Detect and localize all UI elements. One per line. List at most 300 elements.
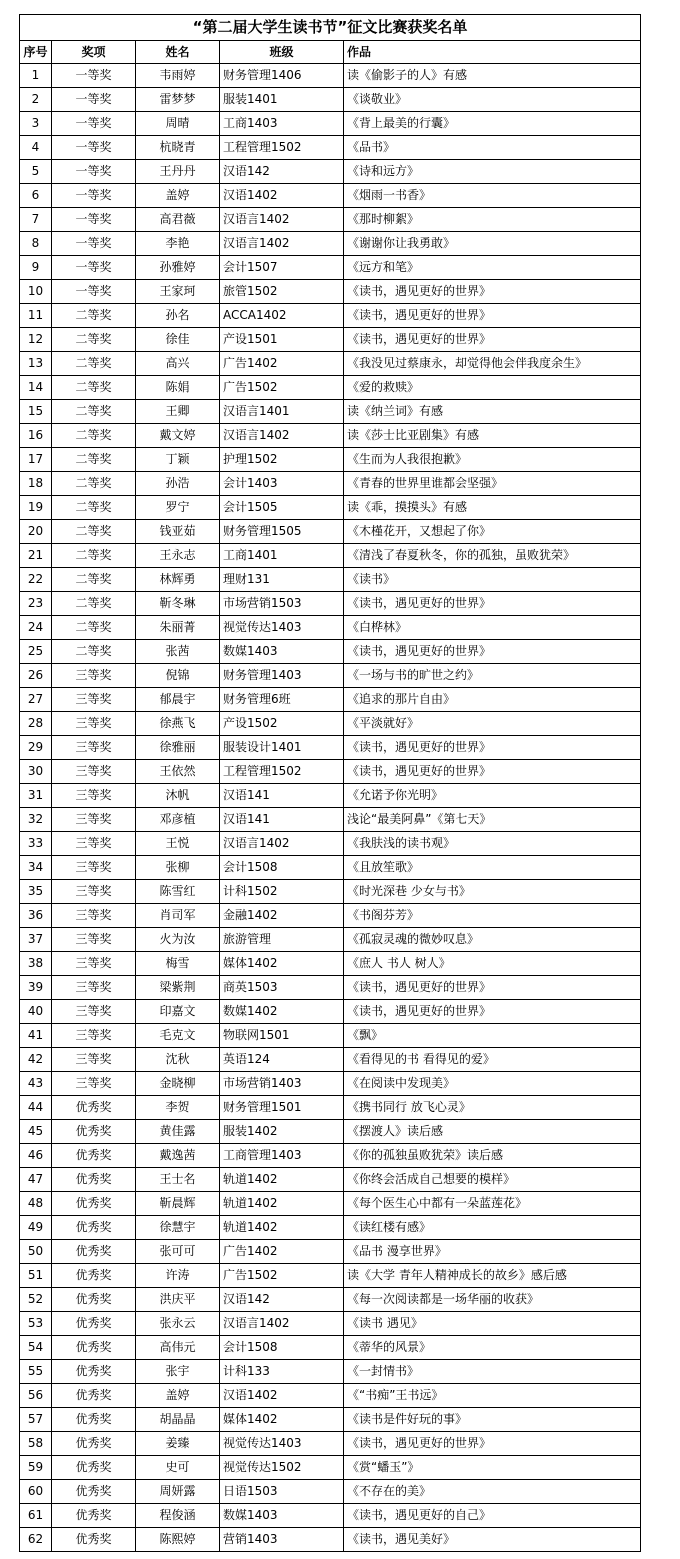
award-cell: 一等奖: [52, 64, 136, 88]
class-cell: 财务管理1406: [220, 64, 344, 88]
class-cell: 护理1502: [220, 448, 344, 472]
name-cell: 徐慧宇: [136, 1216, 220, 1240]
class-cell: 汉语142: [220, 1288, 344, 1312]
header-award: 奖项: [52, 41, 136, 64]
class-cell: 市场营销1403: [220, 1072, 344, 1096]
work-cell: 《谈敬业》: [344, 88, 641, 112]
name-cell: 王依然: [136, 760, 220, 784]
table-row: [20, 616, 641, 640]
award-cell: 优秀奖: [52, 1456, 136, 1480]
name-cell: 徐佳: [136, 328, 220, 352]
award-cell: 一等奖: [52, 136, 136, 160]
row-number-cell: 21: [20, 544, 52, 568]
award-cell: 一等奖: [52, 160, 136, 184]
work-cell: 《携书同行 放飞心灵》: [344, 1096, 641, 1120]
row-number-cell: 52: [20, 1288, 52, 1312]
award-cell: 三等奖: [52, 952, 136, 976]
name-cell: 韦雨婷: [136, 64, 220, 88]
name-cell: 靳晨辉: [136, 1192, 220, 1216]
name-cell: 史可: [136, 1456, 220, 1480]
work-cell: 《读红楼有感》: [344, 1216, 641, 1240]
award-cell: 三等奖: [52, 736, 136, 760]
table-row: [20, 712, 641, 736]
award-cell: 优秀奖: [52, 1336, 136, 1360]
class-cell: 财务管理1501: [220, 1096, 344, 1120]
award-cell: 优秀奖: [52, 1432, 136, 1456]
table-row: [20, 904, 641, 928]
work-cell: 读《莎士比亚剧集》有感: [344, 424, 641, 448]
award-cell: 优秀奖: [52, 1168, 136, 1192]
table-row: [20, 1024, 641, 1048]
table-row: [20, 1336, 641, 1360]
award-cell: 三等奖: [52, 808, 136, 832]
work-cell: 《一场与书的旷世之约》: [344, 664, 641, 688]
award-cell: 二等奖: [52, 448, 136, 472]
award-cell: 三等奖: [52, 688, 136, 712]
class-cell: 工商1403: [220, 112, 344, 136]
award-cell: 优秀奖: [52, 1120, 136, 1144]
class-cell: 财务管理6班: [220, 688, 344, 712]
table-row: [20, 640, 641, 664]
table-row: [20, 136, 641, 160]
class-cell: 产设1502: [220, 712, 344, 736]
work-cell: 《读书 遇见》: [344, 1312, 641, 1336]
class-cell: 理财131: [220, 568, 344, 592]
class-cell: 服装1401: [220, 88, 344, 112]
name-cell: 高伟元: [136, 1336, 220, 1360]
work-cell: 《平淡就好》: [344, 712, 641, 736]
name-cell: 孙名: [136, 304, 220, 328]
name-cell: 高君薇: [136, 208, 220, 232]
work-cell: 《白桦林》: [344, 616, 641, 640]
table-row: [20, 1144, 641, 1168]
work-cell: 《允诺予你光明》: [344, 784, 641, 808]
table-row: [20, 1408, 641, 1432]
row-number-cell: 19: [20, 496, 52, 520]
work-cell: 《烟雨一书香》: [344, 184, 641, 208]
class-cell: 媒体1402: [220, 952, 344, 976]
row-number-cell: 30: [20, 760, 52, 784]
name-cell: 张宇: [136, 1360, 220, 1384]
award-cell: 一等奖: [52, 184, 136, 208]
work-cell: 《生而为人我很抱歉》: [344, 448, 641, 472]
work-cell: 《读书，遇见美好》: [344, 1528, 641, 1552]
award-cell: 优秀奖: [52, 1408, 136, 1432]
name-cell: 梁紫荆: [136, 976, 220, 1000]
row-number-cell: 22: [20, 568, 52, 592]
row-number-cell: 11: [20, 304, 52, 328]
table-row: [20, 880, 641, 904]
row-number-cell: 3: [20, 112, 52, 136]
row-number-cell: 38: [20, 952, 52, 976]
award-cell: 二等奖: [52, 496, 136, 520]
award-cell: 三等奖: [52, 856, 136, 880]
row-number-cell: 34: [20, 856, 52, 880]
name-cell: 胡晶晶: [136, 1408, 220, 1432]
row-number-cell: 7: [20, 208, 52, 232]
work-cell: 《背上最美的行囊》: [344, 112, 641, 136]
award-cell: 三等奖: [52, 760, 136, 784]
work-cell: 《你的孤独虽败犹荣》读后感: [344, 1144, 641, 1168]
table-row: [20, 688, 641, 712]
table-row: [20, 184, 641, 208]
header-no: 序号: [20, 41, 52, 64]
row-number-cell: 24: [20, 616, 52, 640]
name-cell: 朱丽菁: [136, 616, 220, 640]
row-number-cell: 32: [20, 808, 52, 832]
row-number-cell: 44: [20, 1096, 52, 1120]
class-cell: 汉语言1402: [220, 832, 344, 856]
award-cell: 三等奖: [52, 976, 136, 1000]
award-cell: 一等奖: [52, 112, 136, 136]
work-cell: 《你终会活成自己想要的模样》: [344, 1168, 641, 1192]
name-cell: 许涛: [136, 1264, 220, 1288]
name-cell: 邓彦植: [136, 808, 220, 832]
class-cell: 汉语言1402: [220, 208, 344, 232]
table-row: [20, 88, 641, 112]
table-body: [20, 64, 641, 1552]
award-cell: 三等奖: [52, 712, 136, 736]
class-cell: 会计1505: [220, 496, 344, 520]
name-cell: 王永志: [136, 544, 220, 568]
work-cell: 《读书，遇见更好的世界》: [344, 328, 641, 352]
name-cell: 印嘉文: [136, 1000, 220, 1024]
class-cell: 视觉传达1502: [220, 1456, 344, 1480]
work-cell: 《读书》: [344, 568, 641, 592]
class-cell: 视觉传达1403: [220, 616, 344, 640]
work-cell: 《“书痴”王书远》: [344, 1384, 641, 1408]
table-row: [20, 424, 641, 448]
class-cell: 视觉传达1403: [220, 1432, 344, 1456]
row-number-cell: 36: [20, 904, 52, 928]
table-row: [20, 1264, 641, 1288]
award-cell: 优秀奖: [52, 1360, 136, 1384]
work-cell: 《且放笙歌》: [344, 856, 641, 880]
table-row: [20, 472, 641, 496]
work-cell: 读《纳兰词》有感: [344, 400, 641, 424]
name-cell: 戴逸茜: [136, 1144, 220, 1168]
work-cell: 《诗和远方》: [344, 160, 641, 184]
table-row: [20, 1120, 641, 1144]
row-number-cell: 6: [20, 184, 52, 208]
award-list-table: [19, 14, 641, 1552]
work-cell: 《读书，遇见更好的世界》: [344, 760, 641, 784]
class-cell: 计科1502: [220, 880, 344, 904]
table-row: [20, 160, 641, 184]
name-cell: 程俊涵: [136, 1504, 220, 1528]
row-number-cell: 4: [20, 136, 52, 160]
work-cell: 《品书 漫享世界》: [344, 1240, 641, 1264]
row-number-cell: 20: [20, 520, 52, 544]
table-row: [20, 208, 641, 232]
work-cell: 读《偷影子的人》有感: [344, 64, 641, 88]
award-cell: 优秀奖: [52, 1192, 136, 1216]
table-row: [20, 1504, 641, 1528]
name-cell: 孙雅婷: [136, 256, 220, 280]
class-cell: 英语124: [220, 1048, 344, 1072]
table-row: [20, 664, 641, 688]
award-cell: 二等奖: [52, 304, 136, 328]
work-cell: 《每一次阅读都是一场华丽的收获》: [344, 1288, 641, 1312]
class-cell: 服装1402: [220, 1120, 344, 1144]
work-cell: 《谢谢你让我勇敢》: [344, 232, 641, 256]
table-row: [20, 1216, 641, 1240]
work-cell: 《读书，遇见更好的世界》: [344, 640, 641, 664]
table-row: [20, 592, 641, 616]
award-cell: 二等奖: [52, 640, 136, 664]
table-row: [20, 1384, 641, 1408]
work-cell: 《庶人 书人 树人》: [344, 952, 641, 976]
table-row: [20, 1096, 641, 1120]
award-cell: 三等奖: [52, 928, 136, 952]
award-cell: 三等奖: [52, 880, 136, 904]
name-cell: 盖婷: [136, 184, 220, 208]
class-cell: 数媒1403: [220, 640, 344, 664]
name-cell: 王卿: [136, 400, 220, 424]
table-row: [20, 568, 641, 592]
class-cell: 营销1403: [220, 1528, 344, 1552]
table-row: [20, 856, 641, 880]
row-number-cell: 29: [20, 736, 52, 760]
row-number-cell: 46: [20, 1144, 52, 1168]
table-row: [20, 1240, 641, 1264]
table-row: [20, 1312, 641, 1336]
class-cell: 广告1502: [220, 376, 344, 400]
row-number-cell: 5: [20, 160, 52, 184]
row-number-cell: 25: [20, 640, 52, 664]
name-cell: 周晴: [136, 112, 220, 136]
class-cell: 汉语141: [220, 784, 344, 808]
award-cell: 二等奖: [52, 400, 136, 424]
work-cell: 《青春的世界里谁都会坚强》: [344, 472, 641, 496]
class-cell: 工程管理1502: [220, 760, 344, 784]
name-cell: 梅雪: [136, 952, 220, 976]
work-cell: 《看得见的书 看得见的爱》: [344, 1048, 641, 1072]
table-row: [20, 1432, 641, 1456]
class-cell: 广告1502: [220, 1264, 344, 1288]
class-cell: 汉语言1402: [220, 1312, 344, 1336]
work-cell: 《书阁芬芳》: [344, 904, 641, 928]
table-row: [20, 112, 641, 136]
name-cell: 杭晓青: [136, 136, 220, 160]
work-cell: 《不存在的美》: [344, 1480, 641, 1504]
row-number-cell: 51: [20, 1264, 52, 1288]
work-cell: 浅论“最美阿鼻”《第七天》: [344, 808, 641, 832]
class-cell: 会计1508: [220, 1336, 344, 1360]
row-number-cell: 57: [20, 1408, 52, 1432]
table-row: [20, 760, 641, 784]
class-cell: 媒体1402: [220, 1408, 344, 1432]
row-number-cell: 26: [20, 664, 52, 688]
class-cell: 广告1402: [220, 352, 344, 376]
table-row: [20, 256, 641, 280]
class-cell: 产设1501: [220, 328, 344, 352]
class-cell: 轨道1402: [220, 1168, 344, 1192]
table-row: [20, 400, 641, 424]
class-cell: 汉语言1402: [220, 232, 344, 256]
name-cell: 钱亚茹: [136, 520, 220, 544]
award-cell: 一等奖: [52, 208, 136, 232]
name-cell: 李艳: [136, 232, 220, 256]
work-cell: 《一封情书》: [344, 1360, 641, 1384]
table-row: [20, 520, 641, 544]
award-cell: 三等奖: [52, 1072, 136, 1096]
name-cell: 洪庆平: [136, 1288, 220, 1312]
row-number-cell: 47: [20, 1168, 52, 1192]
work-cell: 《追求的那片自由》: [344, 688, 641, 712]
name-cell: 沐帆: [136, 784, 220, 808]
table-row: [20, 64, 641, 88]
name-cell: 金晓柳: [136, 1072, 220, 1096]
work-cell: 《赏“蟠玉”》: [344, 1456, 641, 1480]
name-cell: 黄佳露: [136, 1120, 220, 1144]
table-row: [20, 328, 641, 352]
award-cell: 二等奖: [52, 424, 136, 448]
table-row: [20, 232, 641, 256]
class-cell: 汉语141: [220, 808, 344, 832]
work-cell: 《孤寂灵魂的微妙叹息》: [344, 928, 641, 952]
row-number-cell: 35: [20, 880, 52, 904]
work-cell: 《读书，遇见更好的世界》: [344, 1432, 641, 1456]
class-cell: 数媒1402: [220, 1000, 344, 1024]
class-cell: 服装设计1401: [220, 736, 344, 760]
award-cell: 一等奖: [52, 256, 136, 280]
award-cell: 三等奖: [52, 832, 136, 856]
table-row: [20, 448, 641, 472]
class-cell: 旅管1502: [220, 280, 344, 304]
name-cell: 徐燕飞: [136, 712, 220, 736]
table-row: [20, 952, 641, 976]
award-cell: 二等奖: [52, 472, 136, 496]
award-cell: 一等奖: [52, 232, 136, 256]
award-cell: 优秀奖: [52, 1288, 136, 1312]
class-cell: 汉语1402: [220, 184, 344, 208]
class-cell: 财务管理1505: [220, 520, 344, 544]
class-cell: 财务管理1403: [220, 664, 344, 688]
row-number-cell: 12: [20, 328, 52, 352]
name-cell: 周妍露: [136, 1480, 220, 1504]
row-number-cell: 56: [20, 1384, 52, 1408]
award-cell: 优秀奖: [52, 1384, 136, 1408]
row-number-cell: 9: [20, 256, 52, 280]
class-cell: 会计1507: [220, 256, 344, 280]
header-name: 姓名: [136, 41, 220, 64]
award-cell: 一等奖: [52, 88, 136, 112]
work-cell: 《品书》: [344, 136, 641, 160]
work-cell: 《蒂华的风景》: [344, 1336, 641, 1360]
table-row: [20, 1456, 641, 1480]
class-cell: 日语1503: [220, 1480, 344, 1504]
name-cell: 陈雪红: [136, 880, 220, 904]
work-cell: 《读书，遇见更好的世界》: [344, 304, 641, 328]
work-cell: 《读书，遇见更好的世界》: [344, 280, 641, 304]
name-cell: 肖司军: [136, 904, 220, 928]
table-row: [20, 1360, 641, 1384]
table-row: [20, 304, 641, 328]
row-number-cell: 28: [20, 712, 52, 736]
row-number-cell: 17: [20, 448, 52, 472]
class-cell: 旅游管理: [220, 928, 344, 952]
award-cell: 二等奖: [52, 376, 136, 400]
award-cell: 二等奖: [52, 520, 136, 544]
work-cell: 读《乖，摸摸头》有感: [344, 496, 641, 520]
row-number-cell: 2: [20, 88, 52, 112]
award-cell: 三等奖: [52, 664, 136, 688]
name-cell: 王悦: [136, 832, 220, 856]
award-cell: 优秀奖: [52, 1096, 136, 1120]
class-cell: 汉语言1401: [220, 400, 344, 424]
name-cell: 罗宁: [136, 496, 220, 520]
row-number-cell: 48: [20, 1192, 52, 1216]
award-cell: 二等奖: [52, 328, 136, 352]
name-cell: 盖婷: [136, 1384, 220, 1408]
award-cell: 二等奖: [52, 592, 136, 616]
row-number-cell: 15: [20, 400, 52, 424]
work-cell: 《木槿花开，又想起了你》: [344, 520, 641, 544]
name-cell: 张柳: [136, 856, 220, 880]
name-cell: 雷梦梦: [136, 88, 220, 112]
work-cell: 《我肤浅的读书观》: [344, 832, 641, 856]
class-cell: 数媒1403: [220, 1504, 344, 1528]
work-cell: 《那时柳絮》: [344, 208, 641, 232]
row-number-cell: 60: [20, 1480, 52, 1504]
name-cell: 高兴: [136, 352, 220, 376]
row-number-cell: 58: [20, 1432, 52, 1456]
class-cell: 商英1503: [220, 976, 344, 1000]
work-cell: 《我没见过蔡康永，却觉得他会伴我度余生》: [344, 352, 641, 376]
class-cell: 汉语142: [220, 160, 344, 184]
work-cell: 《读书是件好玩的事》: [344, 1408, 641, 1432]
row-number-cell: 61: [20, 1504, 52, 1528]
name-cell: 丁颖: [136, 448, 220, 472]
table-row: [20, 1528, 641, 1552]
row-number-cell: 59: [20, 1456, 52, 1480]
name-cell: 倪锦: [136, 664, 220, 688]
work-cell: 《摆渡人》读后感: [344, 1120, 641, 1144]
class-cell: 计科133: [220, 1360, 344, 1384]
table-row: [20, 1288, 641, 1312]
work-cell: 《读书，遇见更好的自己》: [344, 1504, 641, 1528]
work-cell: 《爱的救赎》: [344, 376, 641, 400]
name-cell: 王家珂: [136, 280, 220, 304]
work-cell: 《每个医生心中都有一朵蓝莲花》: [344, 1192, 641, 1216]
row-number-cell: 37: [20, 928, 52, 952]
work-cell: 《读书，遇见更好的世界》: [344, 1000, 641, 1024]
name-cell: 张茜: [136, 640, 220, 664]
class-cell: 会计1403: [220, 472, 344, 496]
award-cell: 三等奖: [52, 904, 136, 928]
row-number-cell: 31: [20, 784, 52, 808]
award-cell: 优秀奖: [52, 1312, 136, 1336]
class-cell: ACCA1402: [220, 304, 344, 328]
row-number-cell: 39: [20, 976, 52, 1000]
row-number-cell: 54: [20, 1336, 52, 1360]
table-row: [20, 736, 641, 760]
award-cell: 优秀奖: [52, 1504, 136, 1528]
row-number-cell: 33: [20, 832, 52, 856]
table-row: [20, 544, 641, 568]
work-cell: 《读书，遇见更好的世界》: [344, 976, 641, 1000]
table-row: [20, 928, 641, 952]
award-cell: 三等奖: [52, 1048, 136, 1072]
row-number-cell: 62: [20, 1528, 52, 1552]
award-cell: 三等奖: [52, 1024, 136, 1048]
name-cell: 陈娟: [136, 376, 220, 400]
row-number-cell: 40: [20, 1000, 52, 1024]
award-cell: 二等奖: [52, 568, 136, 592]
table-row: [20, 784, 641, 808]
table-row: [20, 352, 641, 376]
